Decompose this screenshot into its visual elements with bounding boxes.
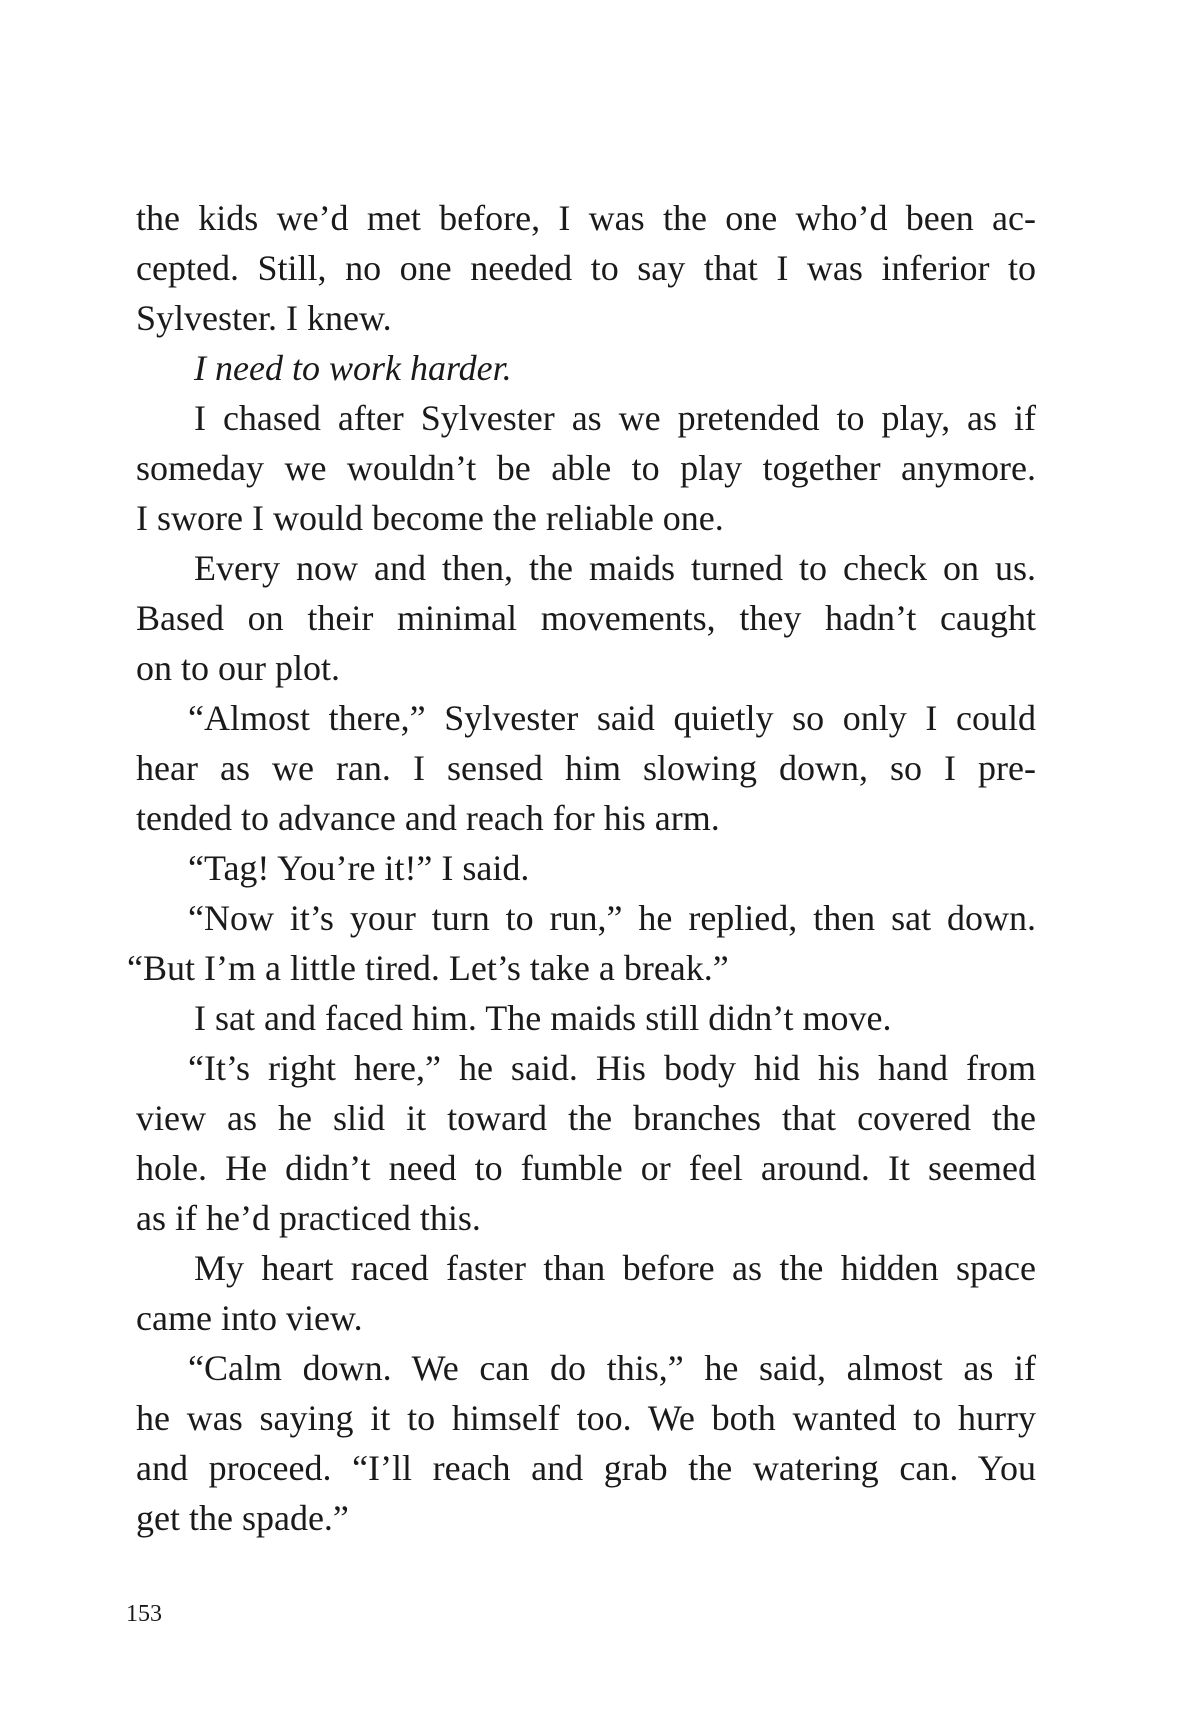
- text-line: I sat and faced him. The maids still didn’t move.: [194, 998, 892, 1038]
- text-line: view as he slid it toward the branches that covered the: [136, 1098, 1036, 1138]
- text-line: get the spade.”: [136, 1498, 349, 1538]
- text-line: “But I’m a little tired. Let’s take a break.”: [127, 948, 729, 988]
- text-line-italic: I need to work harder.: [194, 348, 512, 388]
- text-line: he was saying it to himself too. We both wanted to hurry: [136, 1398, 1036, 1438]
- text-line: as if he’d practiced this.: [136, 1198, 481, 1238]
- text-line: someday we wouldn’t be able to play together anymore.: [136, 448, 1036, 488]
- text-line: “Tag! You’re it!” I said.: [188, 848, 530, 888]
- text-line: and proceed. “I’ll reach and grab the watering can. You: [136, 1448, 1036, 1488]
- text-line: came into view.: [136, 1298, 363, 1338]
- text-line: “Almost there,” Sylvester said quietly so only I could: [188, 698, 1036, 738]
- text-line: hole. He didn’t need to fumble or feel around. It seemed: [136, 1148, 1036, 1188]
- text-line: the kids we’d met before, I was the one who’d been ac-: [136, 198, 1036, 238]
- text-line: cepted. Still, no one needed to say that I was inferior to: [136, 248, 1036, 288]
- text-line: I chased after Sylvester as we pretended to play, as if: [194, 398, 1036, 438]
- body-text: [127, 193, 1036, 1543]
- page-number: 153: [126, 1601, 162, 1627]
- text-line: Every now and then, the maids turned to check on us.: [194, 548, 1036, 588]
- text-line: on to our plot.: [136, 648, 340, 688]
- text-line: “Now it’s your turn to run,” he replied, then sat down.: [188, 898, 1036, 938]
- text-line: I swore I would become the reliable one.: [136, 498, 724, 538]
- text-line: hear as we ran. I sensed him slowing down, so I pre-: [136, 748, 1036, 788]
- text-line: “Calm down. We can do this,” he said, almost as if: [188, 1348, 1036, 1388]
- text-line: tended to advance and reach for his arm.: [136, 798, 720, 838]
- text-line: Based on their minimal movements, they hadn’t caught: [136, 598, 1036, 638]
- text-line: My heart raced faster than before as the hidden space: [194, 1248, 1036, 1288]
- text-line: Sylvester. I knew.: [136, 298, 392, 338]
- text-line: “It’s right here,” he said. His body hid his hand from: [188, 1048, 1036, 1088]
